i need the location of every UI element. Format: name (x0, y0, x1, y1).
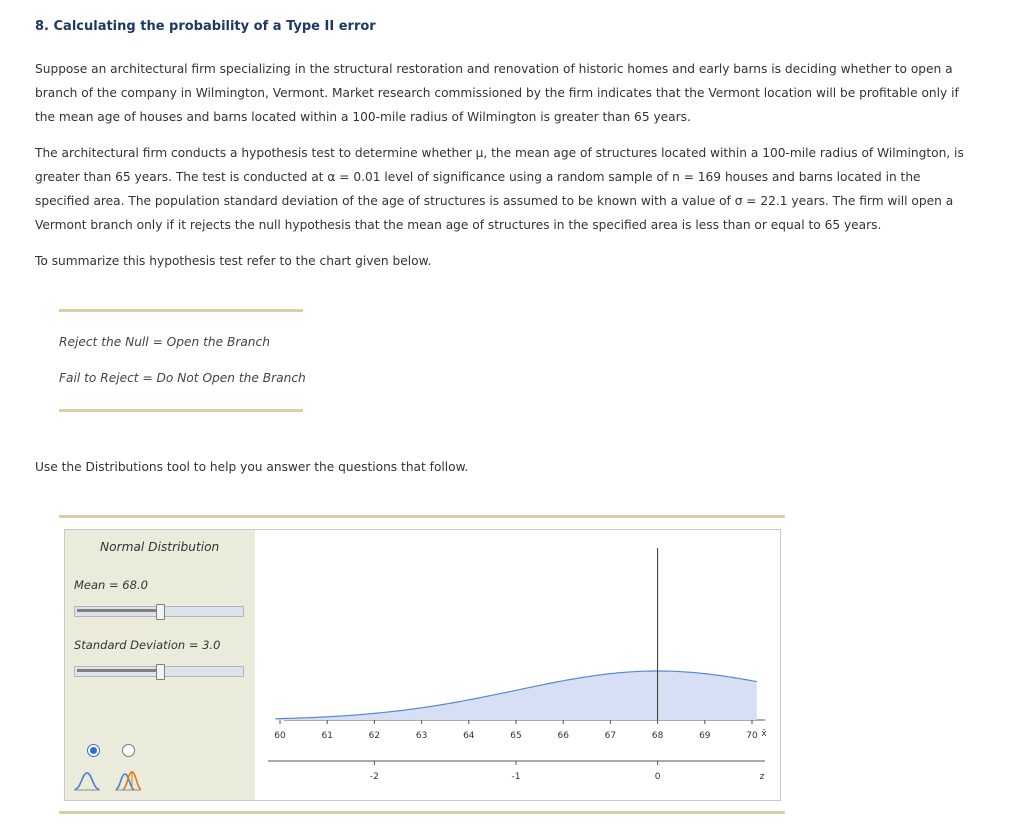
distributions-tool (64, 529, 781, 801)
tool-instruction: Use the Distributions tool to help you answer the questions that follow. (35, 460, 469, 474)
z-tick-label: 0 (654, 772, 661, 782)
sd-label: Standard Deviation = 3.0 (74, 638, 221, 652)
x-tick-label: 60 (274, 731, 286, 741)
legend-top-rule (59, 309, 303, 312)
tool-top-rule (59, 515, 785, 518)
x-tick-label: 62 (368, 731, 381, 741)
legend-reject: Reject the Null = Open the Branch (59, 335, 270, 349)
distribution-chart (65, 530, 780, 800)
x-tick-label: 69 (699, 731, 711, 741)
x-tick-label: 64 (463, 731, 475, 741)
x-tick-label: 67 (604, 731, 617, 741)
x-tick-label: 68 (651, 731, 664, 741)
x-axis-label: x̄ (761, 729, 767, 739)
x-tick-label: 70 (746, 731, 758, 741)
legend-fail: Fail to Reject = Do Not Open the Branch (59, 371, 306, 385)
x-tick-label: 65 (510, 731, 522, 741)
tool-bottom-rule (59, 811, 785, 814)
z-tick-label: -1 (511, 772, 521, 782)
question-title: 8. Calculating the probability of a Type II error (35, 19, 376, 34)
z-tick-label: -2 (369, 772, 379, 782)
x-tick-label: 61 (321, 731, 333, 741)
legend-bottom-rule (59, 409, 303, 412)
x-tick-label: 66 (557, 731, 569, 741)
summary-instruction: To summarize this hypothesis test refer to the chart given below. (35, 254, 432, 268)
hypothesis-paragraph: The architectural firm conducts a hypothesis test to determine whether μ, the mean age of structures located within a 100-mile radius of Wilmington, is greater than 65 years. The test is conducted at α = 0.01 level of significance using a random sample of n = 169 houses and barns located in the specified area. The population standard deviation of the age of structures is assumed to be known with a value of σ = 22.1 years. The firm will open a Vermont branch only if it rejects the null hypothesis that the mean age of structures in the specified area is less than or equal to 65 years. (35, 146, 964, 232)
intro-paragraph: Suppose an architectural firm specializing in the structural restoration and renovation of historic homes and early barns is deciding whether to open a branch of the company in Wilmington, Vermont. Market research commissioned by the firm indicates that the Vermont location will be profitable only if the mean age of houses and barns located within a 100-mile radius of Wilmington is greater than 65 years. (35, 62, 959, 124)
z-axis-label: z (759, 772, 765, 782)
mean-label: Mean = 68.0 (74, 578, 148, 592)
x-tick-label: 63 (415, 731, 428, 741)
distribution-area (275, 671, 756, 720)
panel-title: Normal Distribution (100, 540, 220, 554)
